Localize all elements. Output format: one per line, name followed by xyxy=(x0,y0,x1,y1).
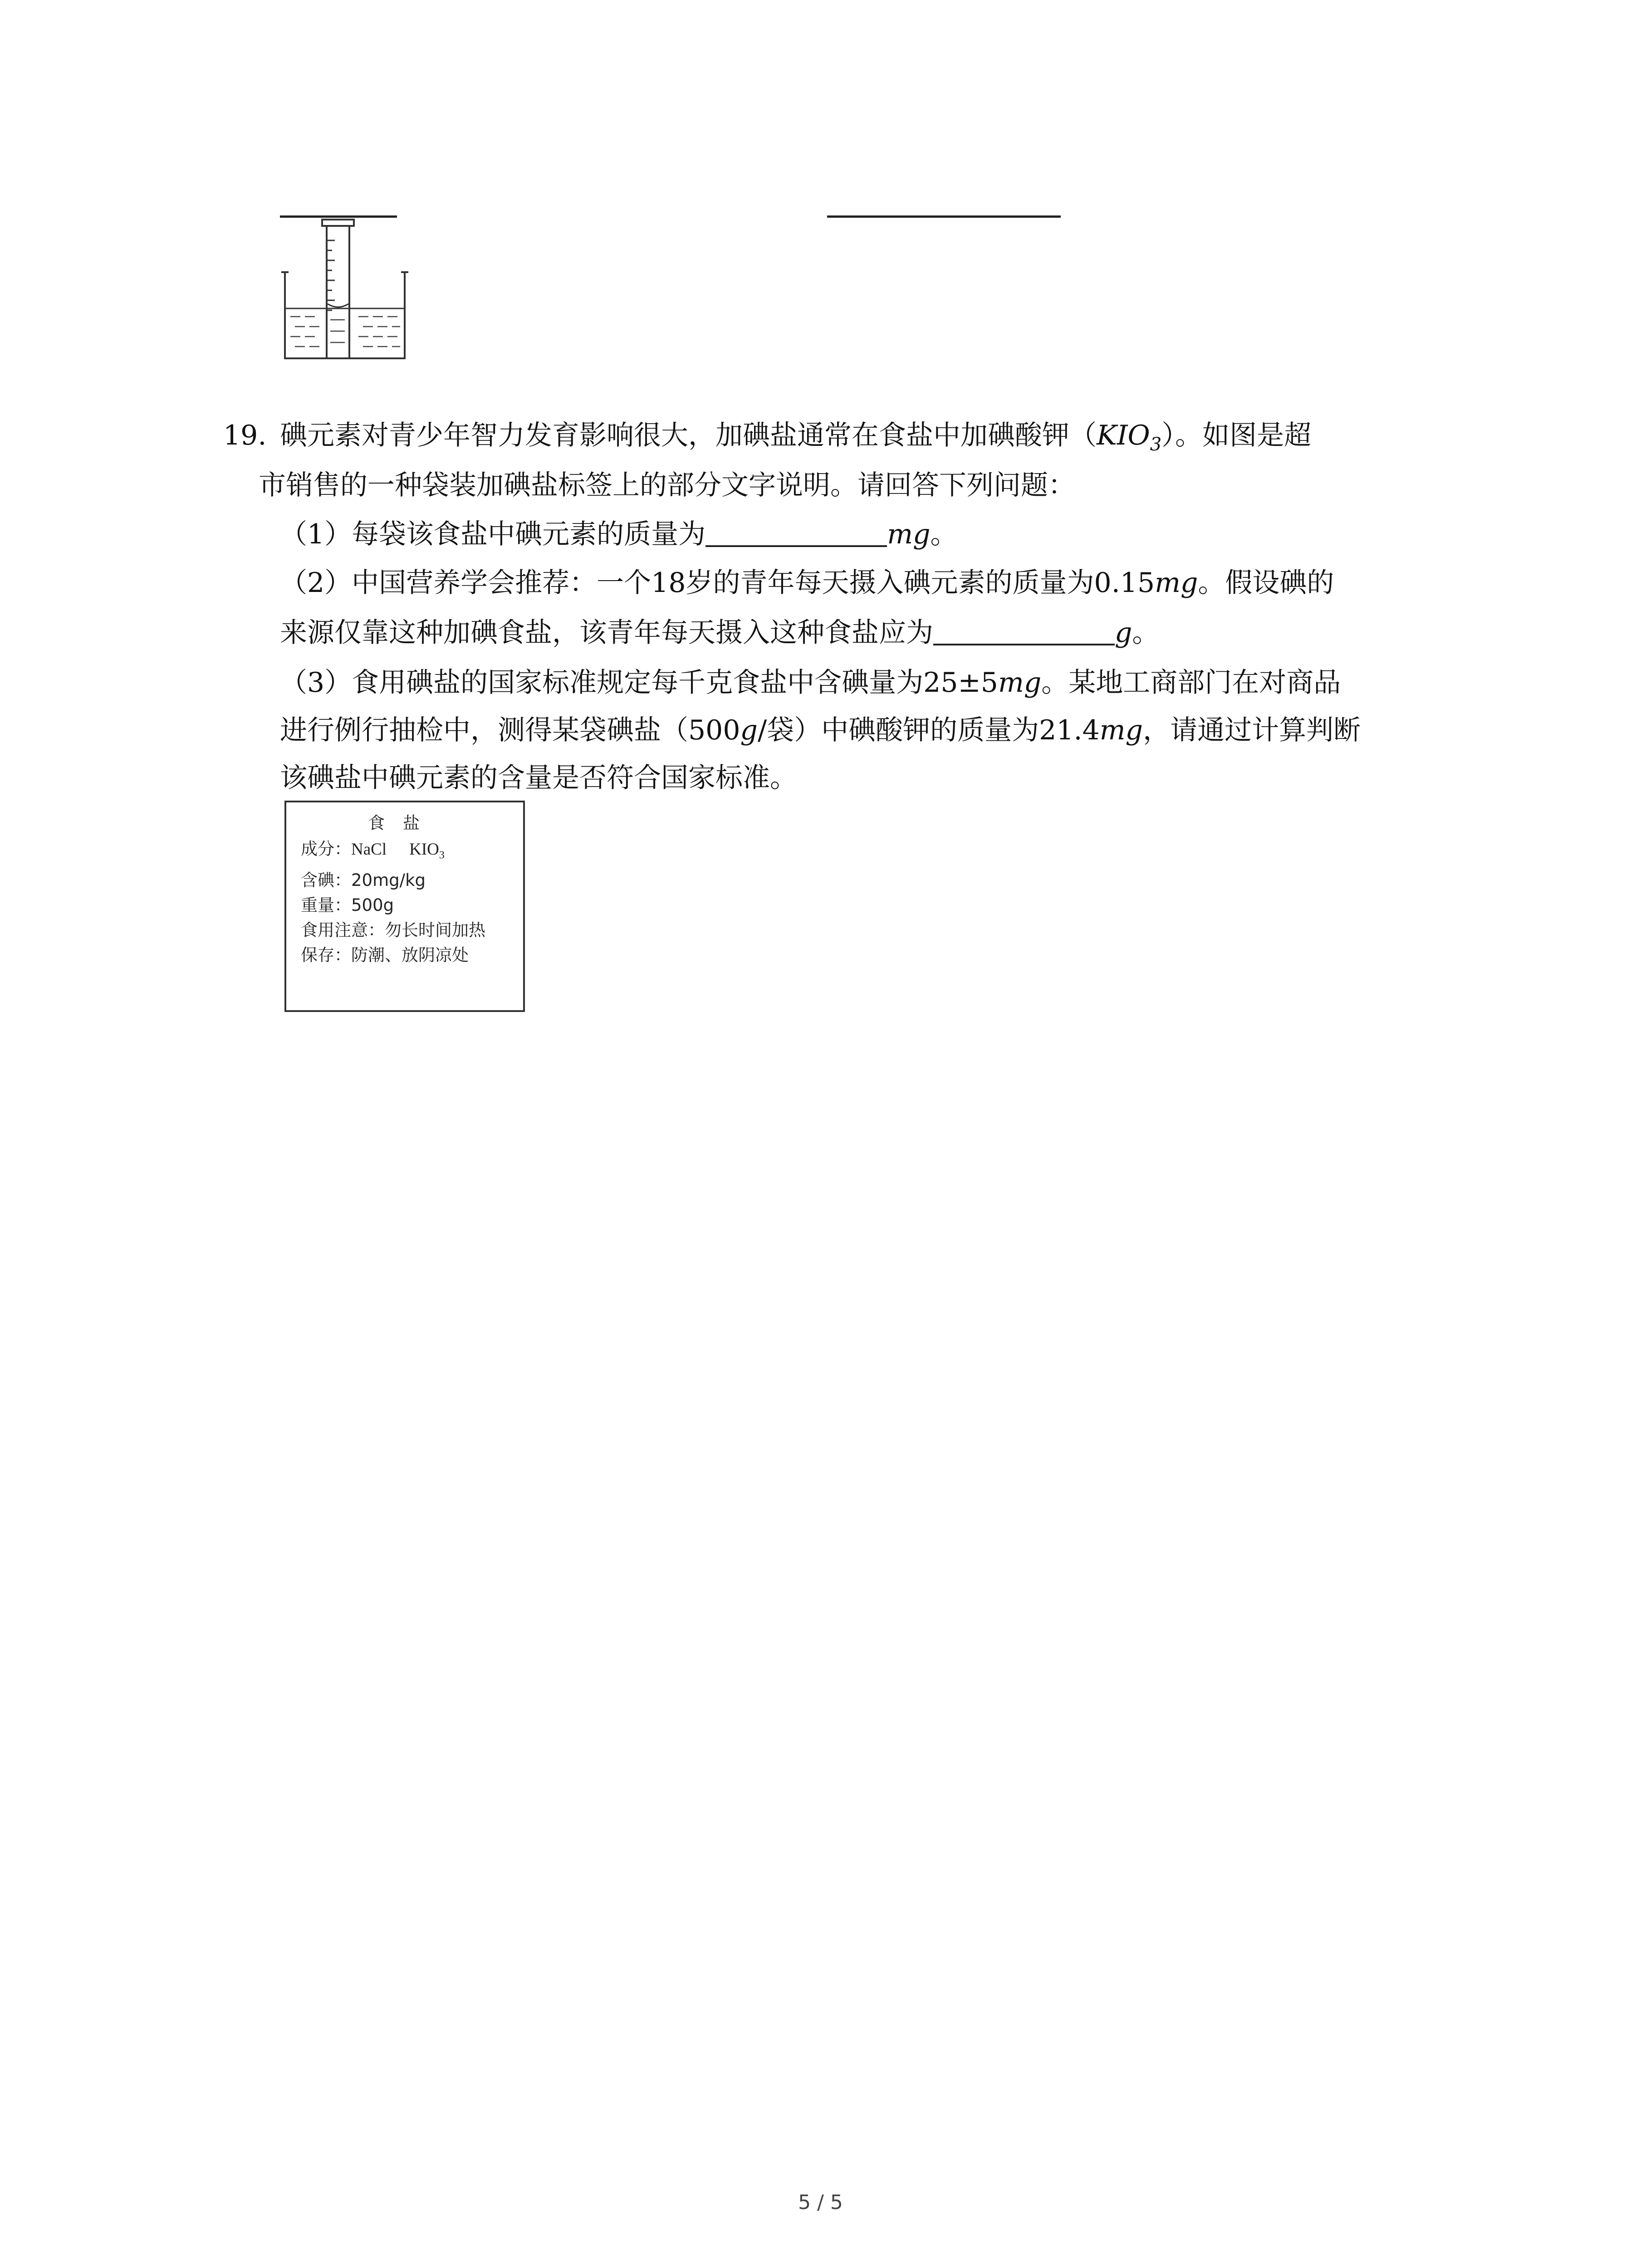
part-3-text-d: /袋）中碘酸钾的质量为21.4 xyxy=(757,714,1100,746)
part-1-unit: mg xyxy=(887,518,931,550)
question-intro-line-1 xyxy=(280,413,1311,467)
salt-label-ingredients: 成分：NaCl $KIO_3$ xyxy=(301,839,445,861)
part-2-line-2 xyxy=(280,610,1159,655)
part-2-text-b: 。假设碘的 xyxy=(1198,567,1334,599)
salt-label-title: 食盐 xyxy=(368,813,438,833)
salt-label-weight: 重量：500g xyxy=(301,895,394,915)
question-intro-line-2: 市销售的一种袋装加碘盐标签上的部分文字说明。请回答下列问题： xyxy=(259,469,1075,501)
part-2-end: 。 xyxy=(1132,617,1160,649)
part-3-line-3: 该碘盐中碘元素的含量是否符合国家标准。 xyxy=(280,762,797,794)
part-1-end: 。 xyxy=(930,518,958,550)
part-3-unit-1: mg xyxy=(998,667,1042,699)
intro-text-b: ）。如图是超 xyxy=(1161,420,1312,451)
part-3-line-1 xyxy=(280,660,1341,705)
intro-text-a: 碘元素对青少年智力发育影响很大，加碘盐通常在食盐中加碘酸钾（ xyxy=(280,420,1097,451)
part-2-text-a: （2）中国营养学会推荐：一个18岁的青年每天摄入碘元素的质量为0.15 xyxy=(280,567,1155,599)
answer-line-right xyxy=(827,215,1061,218)
part-3-unit-2: g xyxy=(740,714,758,746)
salt-label-iodine: 含碘：20mg/kg xyxy=(301,870,426,890)
part-3-unit-3: mg xyxy=(1099,714,1143,746)
question-number: 19. xyxy=(223,420,267,451)
part-2-unit-2: g xyxy=(1115,617,1132,649)
beaker-cylinder-illustration xyxy=(277,218,413,363)
part-2-text-c: 来源仅靠这种加碘食盐，该青年每天摄入这种食盐应为 xyxy=(280,617,933,649)
formula-kio3: $KIO_3$ xyxy=(1097,420,1162,455)
part-3-text-a: （3）食用碘盐的国家标准规定每千克食盐中含碘量为25±5 xyxy=(280,667,998,699)
part-3-line-2 xyxy=(280,708,1361,753)
part-1-text: （1）每袋该食盐中碘元素的质量为 xyxy=(280,518,706,550)
part-1-answer-blank[interactable] xyxy=(705,518,887,547)
part-2-answer-blank[interactable] xyxy=(933,616,1115,645)
salt-label-figure xyxy=(284,801,525,1012)
part-3-text-b: 。某地工商部门在对商品 xyxy=(1041,667,1341,699)
page-number: 5 / 5 xyxy=(798,2191,843,2214)
salt-label-storage: 保存：防潮、放阴凉处 xyxy=(301,945,469,965)
part-3-text-c: 进行例行抽检中，测得某袋碘盐（500 xyxy=(280,714,740,746)
salt-label-usage: 食用注意：勿长时间加热 xyxy=(301,920,485,940)
part-2-line-1 xyxy=(280,560,1334,606)
part-1 xyxy=(280,512,958,557)
part-2-unit-1: mg xyxy=(1155,567,1198,599)
part-3-text-e: ，请通过计算判断 xyxy=(1143,714,1361,746)
